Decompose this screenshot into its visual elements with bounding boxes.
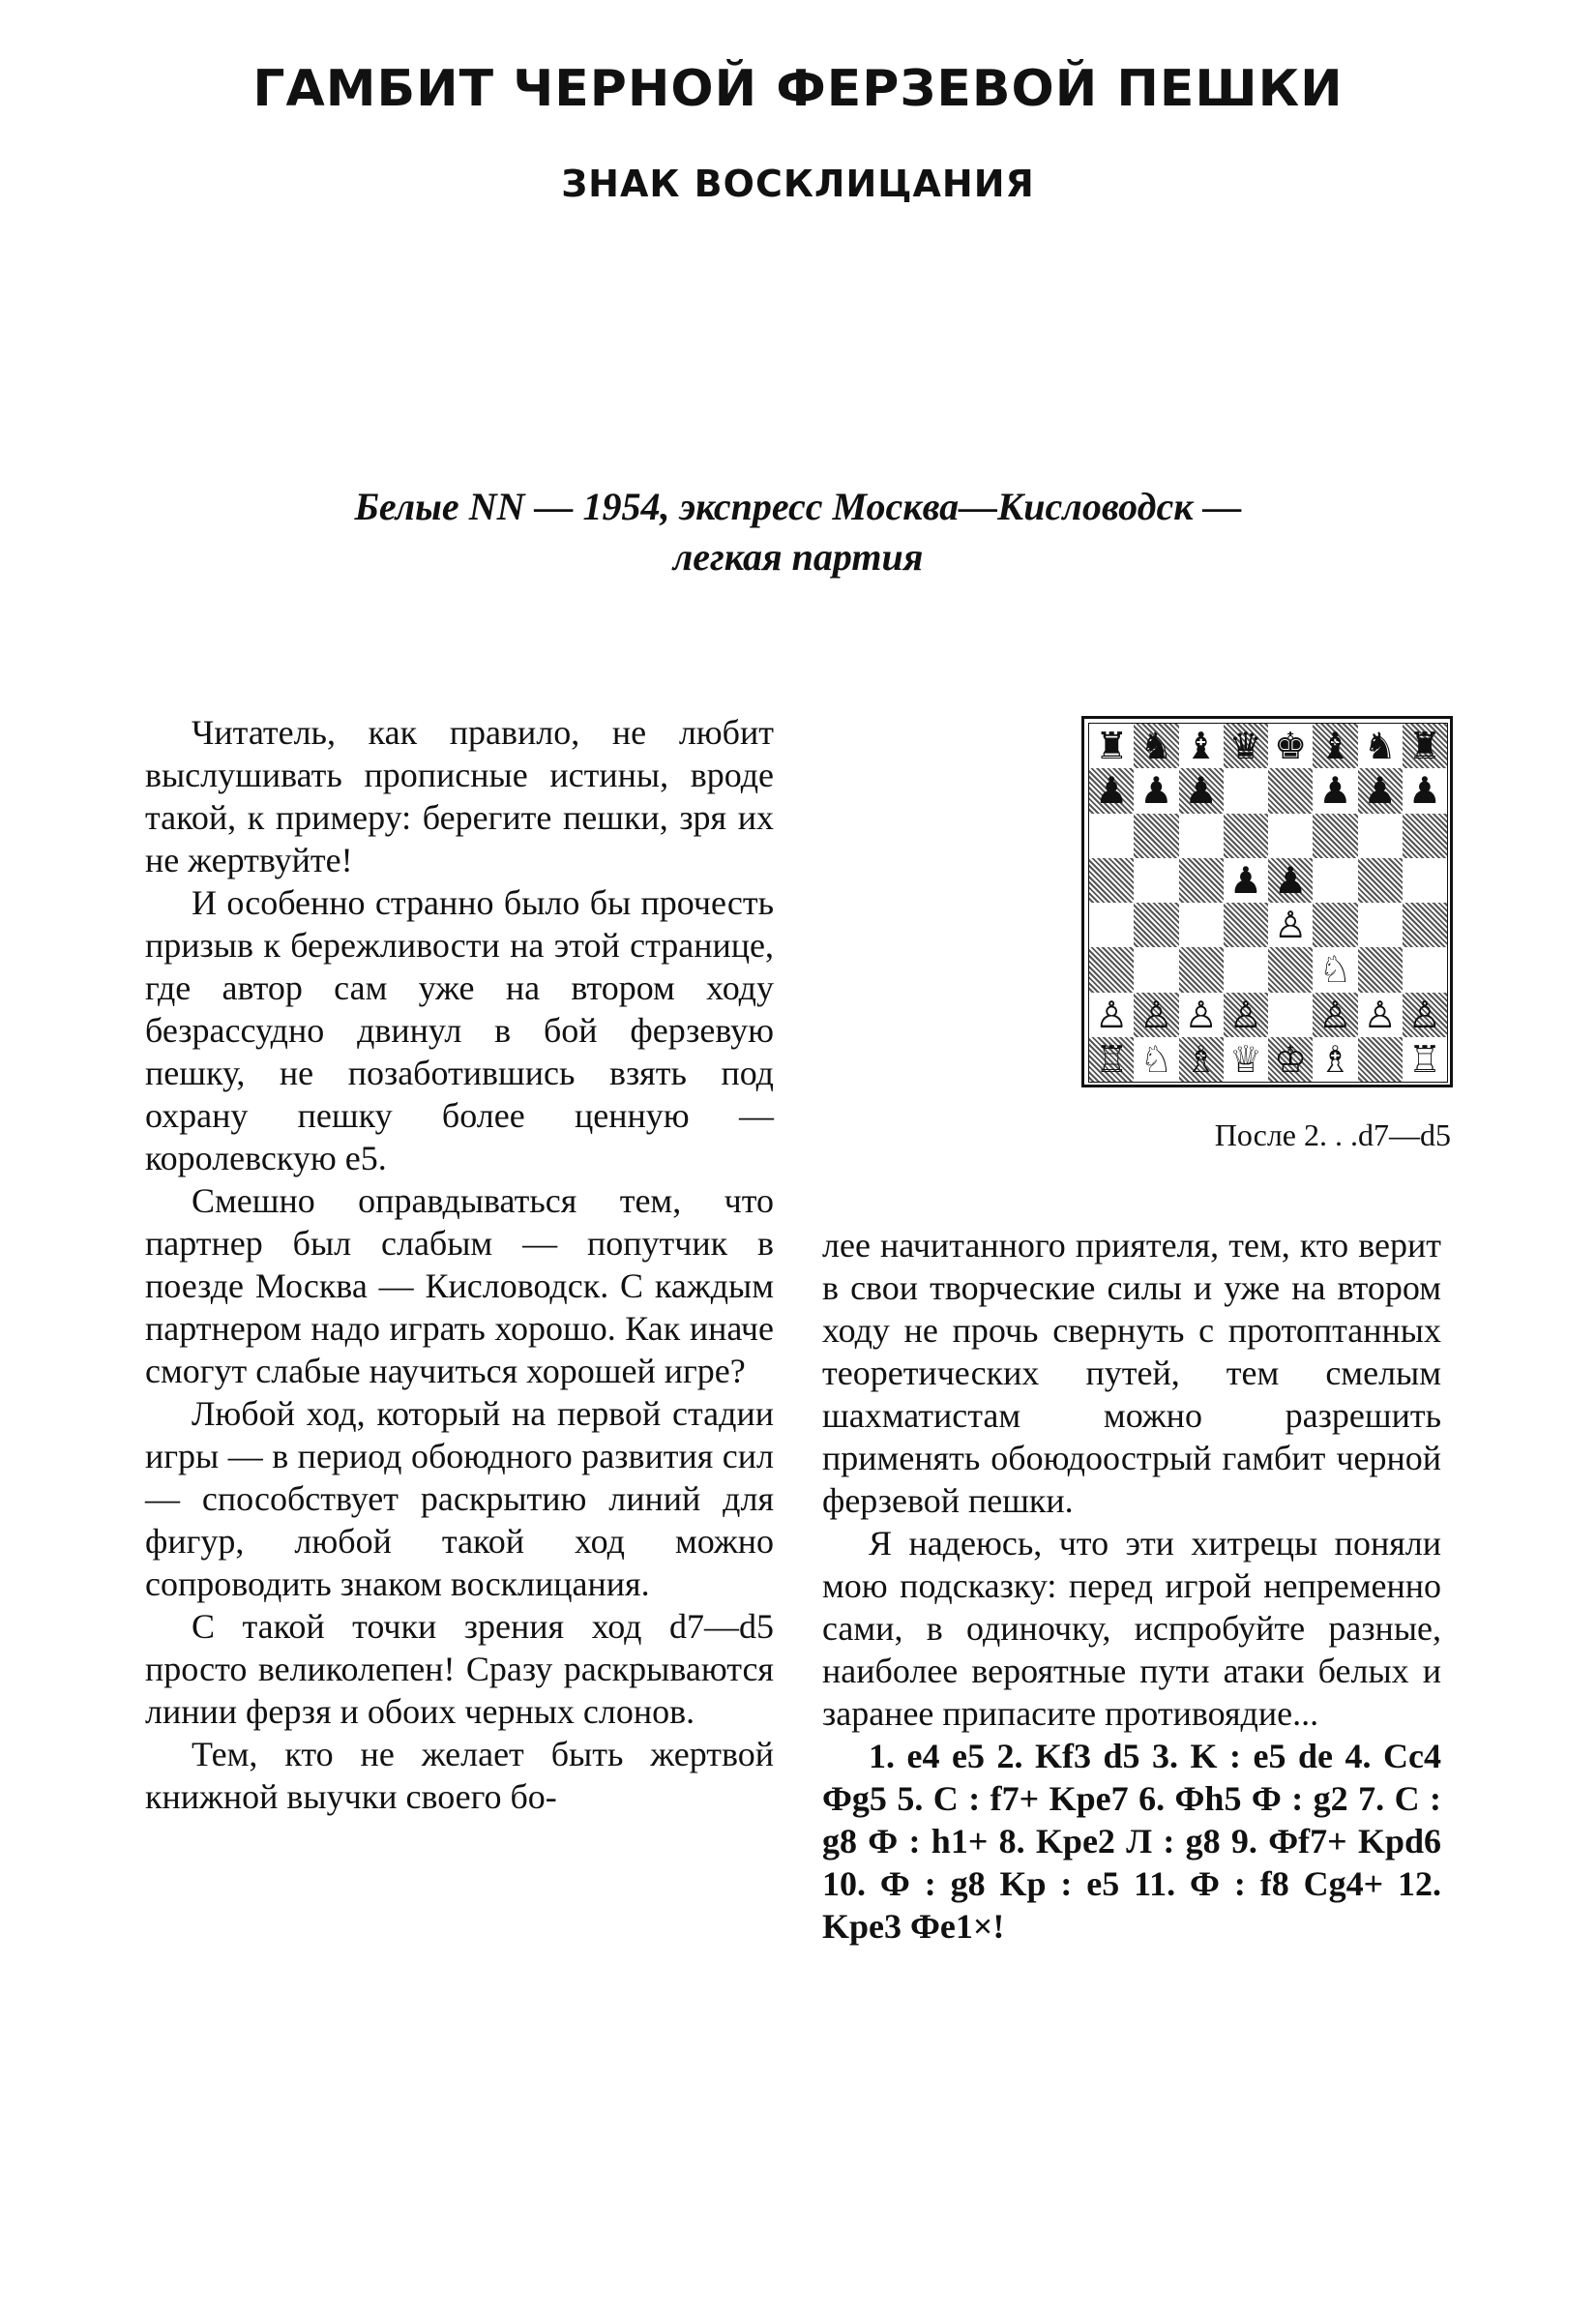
square-a8 <box>1089 724 1134 768</box>
square-h7 <box>1403 768 1447 813</box>
chess-piece: ♙ <box>1095 993 1129 1036</box>
square-b4 <box>1134 903 1178 947</box>
chess-piece: ♟ <box>1407 769 1441 813</box>
square-g5 <box>1358 858 1403 903</box>
paragraph: И особенно странно было бы прочесть призыв к бережливости на этой странице, где автор сам уже на втором ходу безрассудно двинул в бой ферзевую пешку, не позаботившись взять под охрану пешку более ценную — королевскую e5. <box>145 883 774 1177</box>
right-text-column <box>822 1224 1441 1948</box>
square-c7 <box>1179 768 1224 813</box>
square-a4 <box>1089 903 1134 947</box>
square-c4 <box>1179 903 1224 947</box>
chess-piece: ♟ <box>1274 858 1308 902</box>
game-heading-line-2: легкая партия <box>672 535 924 579</box>
square-b1 <box>1134 1037 1178 1082</box>
square-e3 <box>1268 947 1313 992</box>
square-b3 <box>1134 947 1178 992</box>
chess-piece: ♙ <box>1184 993 1218 1036</box>
square-e5 <box>1268 858 1313 903</box>
square-b7 <box>1134 768 1178 813</box>
square-h6 <box>1403 814 1447 858</box>
paragraph: Читатель, как правило, не любит выслушивать прописные истины, вроде такой, к примеру: берегите пешки, зря их не жертвуйте! <box>145 713 774 879</box>
chapter-title: ГАМБИТ ЧЕРНОЙ ФЕРЗЕВОЙ ПЕШКИ <box>252 60 1344 118</box>
left-text-column <box>145 711 774 1818</box>
square-g4 <box>1358 903 1403 947</box>
paragraph: Тем, кто не желает быть жертвой книжной выучки своего бо- <box>145 1735 774 1816</box>
square-e4 <box>1268 903 1313 947</box>
chess-piece: ♘ <box>1318 948 1352 992</box>
square-h4 <box>1403 903 1447 947</box>
square-g2 <box>1358 993 1403 1037</box>
square-g7 <box>1358 768 1403 813</box>
chess-piece: ♟ <box>1228 858 1262 902</box>
square-h5 <box>1403 858 1447 903</box>
square-d3 <box>1224 947 1268 992</box>
square-a2 <box>1089 993 1134 1037</box>
square-d7 <box>1224 768 1268 813</box>
square-e7 <box>1268 768 1313 813</box>
square-f1 <box>1313 1037 1357 1082</box>
chess-piece: ♝ <box>1184 725 1218 768</box>
square-e1 <box>1268 1037 1313 1082</box>
paragraph: Любой ход, который на первой стадии игры — в период обоюдного развития сил — способствует раскрытию линий для фигур, любой такой ход можно сопроводить знаком восклицания. <box>145 1394 774 1603</box>
chess-piece: ♝ <box>1318 725 1352 768</box>
square-h1 <box>1403 1037 1447 1082</box>
square-g1 <box>1358 1037 1403 1082</box>
square-h3 <box>1403 947 1447 992</box>
square-f6 <box>1313 814 1357 858</box>
chess-piece: ♙ <box>1274 904 1308 947</box>
chess-piece: ♛ <box>1228 725 1262 768</box>
square-b6 <box>1134 814 1178 858</box>
chess-diagram <box>1081 716 1453 1087</box>
square-g3 <box>1358 947 1403 992</box>
square-c5 <box>1179 858 1224 903</box>
square-b8 <box>1134 724 1178 768</box>
chess-piece: ♞ <box>1139 725 1173 768</box>
chess-piece: ♙ <box>1139 993 1173 1036</box>
square-b5 <box>1134 858 1178 903</box>
chess-piece: ♘ <box>1139 1037 1173 1081</box>
square-d2 <box>1224 993 1268 1037</box>
square-g6 <box>1358 814 1403 858</box>
chess-piece: ♗ <box>1184 1037 1218 1081</box>
game-moves: 1. e4 e5 2. Kf3 d5 3. K : e5 de 4. Cc4 Фg5 5. C : f7+ Kpe7 6. Фh5 Ф : g2 7. C : g8 Ф : h1+ 8. Kpe2 Л : g8 9. Фf7+ Kpd6 10. Ф : g8 Kp : e5 11. Ф : f8 Cg4+ 12. Kpe3 Фe1×! <box>822 1737 1441 1946</box>
chess-piece: ♙ <box>1228 993 1262 1036</box>
game-heading-line-1: Белые NN — 1954, экспресс Москва—Кисловодск — <box>354 485 1242 528</box>
square-a1 <box>1089 1037 1134 1082</box>
chess-piece: ♕ <box>1228 1037 1262 1081</box>
chapter-subtitle: ЗНАК ВОСКЛИЦАНИЯ <box>561 163 1035 205</box>
chess-piece: ♟ <box>1184 769 1218 813</box>
square-f3 <box>1313 947 1357 992</box>
square-e8 <box>1268 724 1313 768</box>
square-f4 <box>1313 903 1357 947</box>
square-f5 <box>1313 858 1357 903</box>
game-heading <box>145 482 1451 582</box>
chess-piece: ♗ <box>1318 1037 1352 1081</box>
square-f8 <box>1313 724 1357 768</box>
square-a6 <box>1089 814 1134 858</box>
chess-piece: ♔ <box>1274 1037 1308 1081</box>
chess-piece: ♟ <box>1318 769 1352 813</box>
paragraph: С такой точки зрения ход d7—d5 просто великолепен! Сразу раскрываются линии ферзя и обоих черных слонов. <box>145 1607 774 1731</box>
chess-piece: ♚ <box>1274 725 1308 768</box>
square-d6 <box>1224 814 1268 858</box>
square-d1 <box>1224 1037 1268 1082</box>
square-b2 <box>1134 993 1178 1037</box>
square-d8 <box>1224 724 1268 768</box>
paragraph: лее начитанного приятеля, тем, кто верит в свои творческие силы и уже на втором ходу не прочь свернуть с протоптанных теоретических путей, тем смелым шахматистам можно разрешить применять обоюдоострый гамбит черной ферзевой пешки. <box>822 1226 1441 1520</box>
square-h2 <box>1403 993 1447 1037</box>
paragraph: Я надеюсь, что эти хитрецы поняли мою подсказку: перед игрой непременно сами, в одиночку, испробуйте разные, наиболее вероятные пути атаки белых и заранее припасите противоядие... <box>822 1524 1441 1733</box>
square-c3 <box>1179 947 1224 992</box>
chess-piece: ♟ <box>1139 769 1173 813</box>
square-d5 <box>1224 858 1268 903</box>
square-c1 <box>1179 1037 1224 1082</box>
square-d4 <box>1224 903 1268 947</box>
square-c8 <box>1179 724 1224 768</box>
chess-piece: ♙ <box>1318 993 1352 1036</box>
chess-piece: ♖ <box>1407 1037 1441 1081</box>
chess-piece: ♟ <box>1363 769 1397 813</box>
chess-piece: ♜ <box>1095 725 1129 768</box>
diagram-caption: После 2. . .d7—d5 <box>1214 1117 1451 1152</box>
square-e6 <box>1268 814 1313 858</box>
square-g8 <box>1358 724 1403 768</box>
square-a5 <box>1089 858 1134 903</box>
square-h8 <box>1403 724 1447 768</box>
chess-piece: ♞ <box>1363 725 1397 768</box>
square-c2 <box>1179 993 1224 1037</box>
square-a7 <box>1089 768 1134 813</box>
chess-board <box>1088 723 1448 1083</box>
chess-piece: ♜ <box>1407 725 1441 768</box>
paragraph: Смешно оправдываться тем, что партнер был слабым — попутчик в поезде Москва — Кисловодск. С каждым партнером надо играть хорошо. Как иначе смогут слабые научиться хорошей игре? <box>145 1181 774 1390</box>
square-e2 <box>1268 993 1313 1037</box>
chess-piece: ♟ <box>1095 769 1129 813</box>
chess-piece: ♖ <box>1095 1037 1129 1081</box>
square-f7 <box>1313 768 1357 813</box>
square-f2 <box>1313 993 1357 1037</box>
square-c6 <box>1179 814 1224 858</box>
square-a3 <box>1089 947 1134 992</box>
chess-piece: ♙ <box>1407 993 1441 1036</box>
chess-piece: ♙ <box>1363 993 1397 1036</box>
